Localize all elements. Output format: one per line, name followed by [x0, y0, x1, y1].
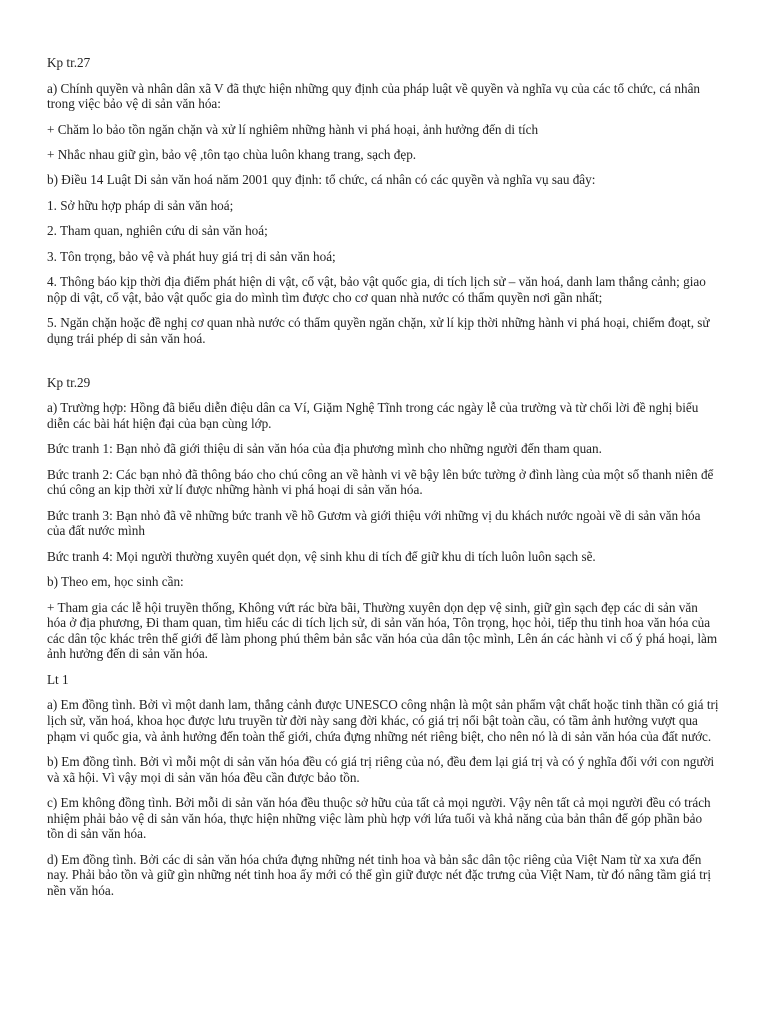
paragraph: + Chăm lo bảo tồn ngăn chặn và xử lí nghiêm những hành vi phá hoại, ảnh hưởng đến di tích: [47, 121, 539, 137]
paragraph: a) Em đồng tình. Bởi vì một danh lam, thắng cảnh được UNESCO công nhận là một sản phẩm vật chất hoặc tinh thần có giá trị lịch sử, văn hoá, khoa học được lưu truyền từ đời này sang đời khác, có giá trị nổi bật toàn cầu, có tầm ảnh hưởng vượt qua phạm vi quốc gia, và ảnh hưởng đến toàn thế giới, chứa đựng những nét riêng biệt, cho nên nó là di sản văn hóa của đất nước.: [47, 697, 719, 744]
paragraph: 3. Tôn trọng, bảo vệ và phát huy giá trị di sản văn hoá;: [47, 248, 336, 264]
document-page: [47, 55, 719, 908]
paragraph: Bức tranh 2: Các bạn nhỏ đã thông báo cho chú công an về hành vi vẽ bậy lên bức tường ở đình làng của một số thanh niên để chú công an kịp thời xử lí được những hành vi phá hoại di sản văn hóa.: [47, 466, 714, 498]
paragraph: a) Chính quyền và nhân dân xã V đã thực hiện những quy định của pháp luật về quyền và nghĩa vụ của các tổ chức, cá nhân trong việc bảo vệ di sản văn hóa:: [47, 80, 701, 112]
paragraph: Bức tranh 1: Bạn nhỏ đã giới thiệu di sản văn hóa của địa phương mình cho những người đến tham quan.: [47, 441, 602, 457]
paragraph: b) Điều 14 Luật Di sản văn hoá năm 2001 quy định: tổ chức, cá nhân có các quyền và nghĩa vụ sau đây:: [47, 172, 596, 188]
section-spacer: [47, 356, 719, 375]
paragraph: + Nhắc nhau giữ gìn, bảo vệ ,tôn tạo chùa luôn khang trang, sạch đẹp.: [47, 146, 417, 162]
paragraph: b) Em đồng tình. Bởi vì mỗi một di sản văn hóa đều có giá trị riêng của nó, đều đem lại giá trị và có ý nghĩa đối với con người và xã hội. Vì vậy mọi di sản văn hóa đều cần được bảo tồn.: [47, 753, 715, 785]
paragraph: Bức tranh 4: Mọi người thường xuyên quét dọn, vệ sinh khu di tích để giữ khu di tích luôn luôn sạch sẽ.: [47, 548, 596, 564]
paragraph: Bức tranh 3: Bạn nhỏ đã vẽ những bức tranh về hồ Gươm và giới thiệu với những vị du khách nước ngoài về di sản văn hóa của đất nước mình: [47, 507, 701, 539]
section-heading: Kp tr.27: [47, 55, 91, 70]
section-kp-tr29: [47, 375, 719, 662]
section-heading: Kp tr.29: [47, 374, 91, 390]
paragraph: 5. Ngăn chặn hoặc đề nghị cơ quan nhà nước có thẩm quyền ngăn chặn, xử lí kịp thời những hành vi phá hoại, chiếm đoạt, sử dụng trái phép di sản văn hoá.: [47, 314, 710, 346]
paragraph: 1. Sở hữu hợp pháp di sản văn hoá;: [47, 197, 234, 213]
section-lt1: [47, 672, 719, 899]
paragraph: b) Theo em, học sinh cần:: [47, 574, 184, 590]
paragraph: 2. Tham quan, nghiên cứu di sản văn hoá;: [47, 223, 268, 239]
paragraph: c) Em không đồng tình. Bởi mỗi di sản văn hóa đều thuộc sở hữu của tất cả mọi người. Vậy nên tất cả mọi người đều có trách nhiệm phải bảo vệ di sản văn hóa, thực hiện những việc làm phù hợp với lứa tuổi và khả năng của bản thân để góp phần bảo tồn di sản văn hóa.: [47, 794, 711, 842]
paragraph: a) Trường hợp: Hồng đã biểu diễn điệu dân ca Ví, Giặm Nghệ Tĩnh trong các ngày lễ của trường và từ chối lời đề nghị biểu diễn các bài hát hiện đại của bạn cùng lớp.: [47, 400, 699, 432]
section-heading: Lt 1: [47, 671, 69, 687]
paragraph: + Tham gia các lễ hội truyền thống, Không vứt rác bừa bãi, Thường xuyên dọn dẹp vệ sinh, giữ gìn sạch đẹp các di sản văn hóa ở địa phương, Đi tham quan, tìm hiểu các di tích lịch sử, di sản văn hóa, Tôn trọng, học hỏi, tiếp thu tinh hoa văn hóa của các dân tộc khác trên thế giới để làm phong phú thêm bản sắc văn hóa của dân tộc mình, Lên án các hành vi cố ý phá hoại, làm ảnh hưởng đến di sản văn hóa.: [47, 599, 718, 662]
paragraph: d) Em đồng tình. Bởi các di sản văn hóa chứa đựng những nét tinh hoa và bản sắc dân tộc riêng của Việt Nam từ xa xưa đến nay. Phải bảo tồn và giữ gìn những nét tinh hoa ấy mới có thể gìn giữ được nét đặc trưng của Việt Nam, từ đó nâng tầm giá trị nền văn hóa.: [47, 851, 711, 898]
paragraph: 4. Thông báo kịp thời địa điểm phát hiện di vật, cổ vật, bảo vật quốc gia, di tích lịch sử – văn hoá, danh lam thắng cảnh; giao nộp di vật, cổ vật, bảo vật quốc gia do mình tìm được cho cơ quan nhà nước có thẩm quyền nơi gần nhất;: [47, 273, 706, 305]
section-kp-tr27: [47, 55, 719, 346]
